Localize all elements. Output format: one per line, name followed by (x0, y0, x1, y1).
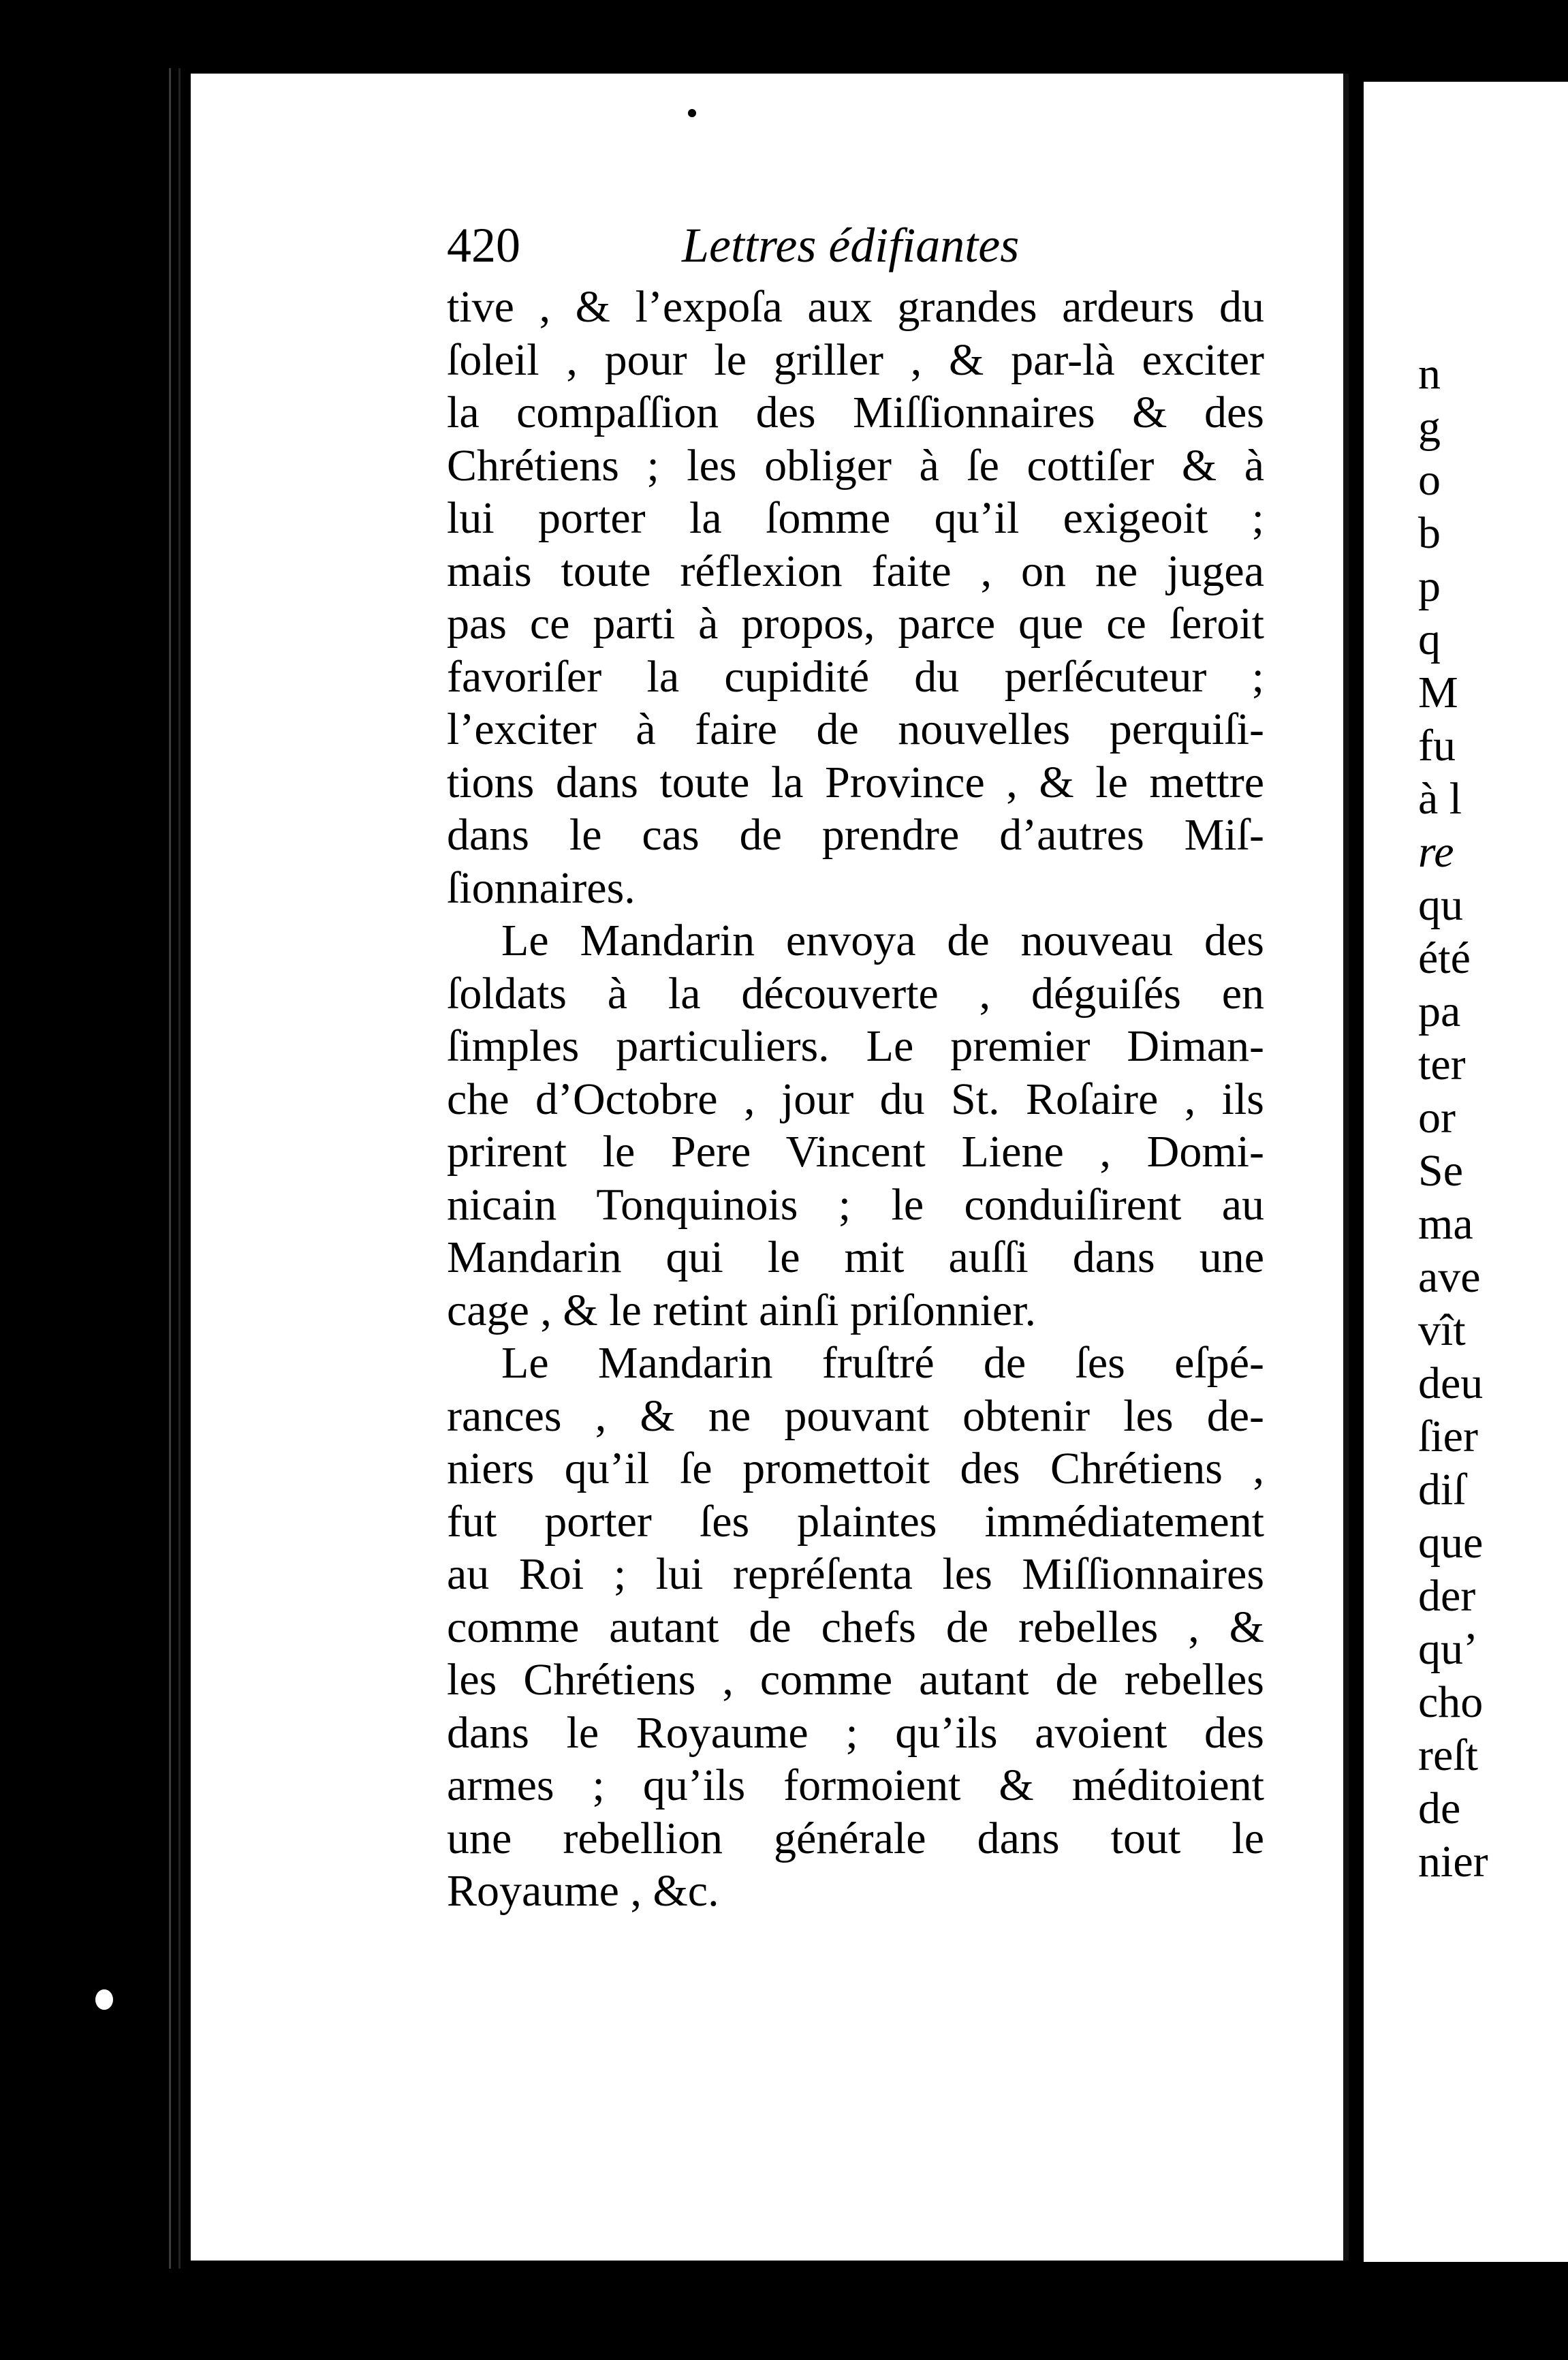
fragment-line: ter (1418, 1040, 1466, 1089)
fragment-line: été (1418, 933, 1471, 983)
text-line: la compaſſion des Miſſionnaires & des (447, 388, 1264, 437)
fragment-line: re (1418, 827, 1454, 877)
text-line: dans le Royaume ; qu’ils avoient des (447, 1707, 1264, 1758)
text-line: fut porter ſes plaintes immédiatement (447, 1496, 1264, 1547)
text-line: ſionnaires. (447, 863, 636, 913)
text-line: cage , & le retint ainſi priſonnier. (447, 1285, 1037, 1335)
text-line: Chrétiens ; les obliger à ſe cottiſer & à (447, 440, 1264, 491)
fragment-line: p (1418, 561, 1441, 611)
text-line: Mandarin qui le mit auſſi dans une (447, 1232, 1264, 1282)
scan-speck (286, 252, 292, 258)
ink-speck (688, 109, 696, 117)
scan-speck (1321, 988, 1328, 995)
text-line: comme autant de chefs de rebelles , & (447, 1602, 1264, 1652)
text-line: tions dans toute la Province , & le mettre (447, 757, 1264, 807)
text-line: ſoleil , pour le griller , & par-là exciter (447, 335, 1264, 385)
fragment-line: qu’ (1418, 1624, 1478, 1674)
fragment-line: M (1418, 668, 1458, 717)
fragment-line: g (1418, 402, 1441, 452)
text-line: pas ce parti à propos, parce que ce ſeroit (447, 599, 1264, 649)
fragment-line: de (1418, 1784, 1461, 1833)
text-line: nicain Tonquinois ; le conduiſirent au (447, 1179, 1264, 1230)
fragment-line: pa (1418, 987, 1461, 1036)
fragment-line: que (1418, 1518, 1484, 1568)
text-line: favoriſer la cupidité du perſécuteur ; (447, 651, 1264, 702)
fragment-line: or (1418, 1093, 1456, 1143)
fragment-line: à l (1418, 774, 1462, 824)
fragment-line: ma (1418, 1199, 1473, 1249)
text-line: ſimples particuliers. Le premier Diman- (447, 1021, 1264, 1071)
fragment-line: q (1418, 615, 1441, 664)
text-line: armes ; qu’ils formoient & méditoient (447, 1760, 1264, 1810)
fragment-line: qu (1418, 880, 1463, 930)
spine-edge (169, 68, 171, 2269)
fragment-line: deu (1418, 1358, 1484, 1408)
text-line: Le Mandarin fruſtré de ſes eſpé- (501, 1338, 1264, 1388)
running-title: Lettres édifiantes (682, 218, 1020, 273)
page-header (447, 211, 1033, 286)
fragment-line: nier (1418, 1837, 1488, 1887)
text-line: Royaume , &c. (447, 1866, 719, 1916)
text-line: dans le cas de prendre d’autres Miſ- (447, 810, 1264, 860)
text-line: tive , & l’expoſa aux grandes ardeurs du (447, 282, 1264, 332)
fragment-line: ave (1418, 1252, 1481, 1302)
text-line: rances , & ne pouvant obtenir les de- (447, 1391, 1264, 1441)
fragment-line: fu (1418, 721, 1456, 771)
fragment-line: b (1418, 508, 1441, 558)
fragment-line: Se (1418, 1146, 1463, 1196)
fragment-line: diſ (1418, 1465, 1466, 1515)
spine-edge-inner (178, 68, 181, 2269)
text-line: prirent le Pere Vincent Liene , Domi- (447, 1127, 1264, 1177)
text-line: lui porter la ſomme qu’il exigeoit ; (447, 493, 1264, 543)
fragment-line: ſier (1418, 1412, 1478, 1461)
text-line: une rebellion générale dans tout le (447, 1813, 1264, 1863)
text-line: ſoldats à la découverte , déguiſés en (447, 968, 1264, 1019)
fragment-line: n (1418, 349, 1441, 399)
text-line: mais toute réflexion faite , on ne jugea (447, 546, 1264, 596)
text-line: l’exciter à faire de nouvelles perquiſi- (447, 704, 1264, 754)
text-line: che d’Octobre , jour du St. Roſaire , ils (447, 1074, 1264, 1124)
text-line: Le Mandarin envoya de nouveau des (501, 916, 1264, 965)
fragment-line: vît (1418, 1305, 1466, 1355)
page-number: 420 (447, 218, 520, 273)
text-line: au Roi ; lui repréſenta les Miſſionnaires (447, 1549, 1264, 1599)
facing-page-fragments (1418, 347, 1488, 1889)
fragment-line: cho (1418, 1677, 1484, 1727)
scan-speck (95, 1989, 113, 2010)
text-line: niers qu’il ſe promettoit des Chrétiens , (447, 1444, 1264, 1493)
fragment-line: o (1418, 455, 1441, 505)
text-line: les Chrétiens , comme autant de rebelles (447, 1655, 1264, 1705)
fragment-line: der (1418, 1571, 1476, 1621)
fragment-line: reſt (1418, 1730, 1478, 1780)
body-text (447, 281, 1264, 1918)
